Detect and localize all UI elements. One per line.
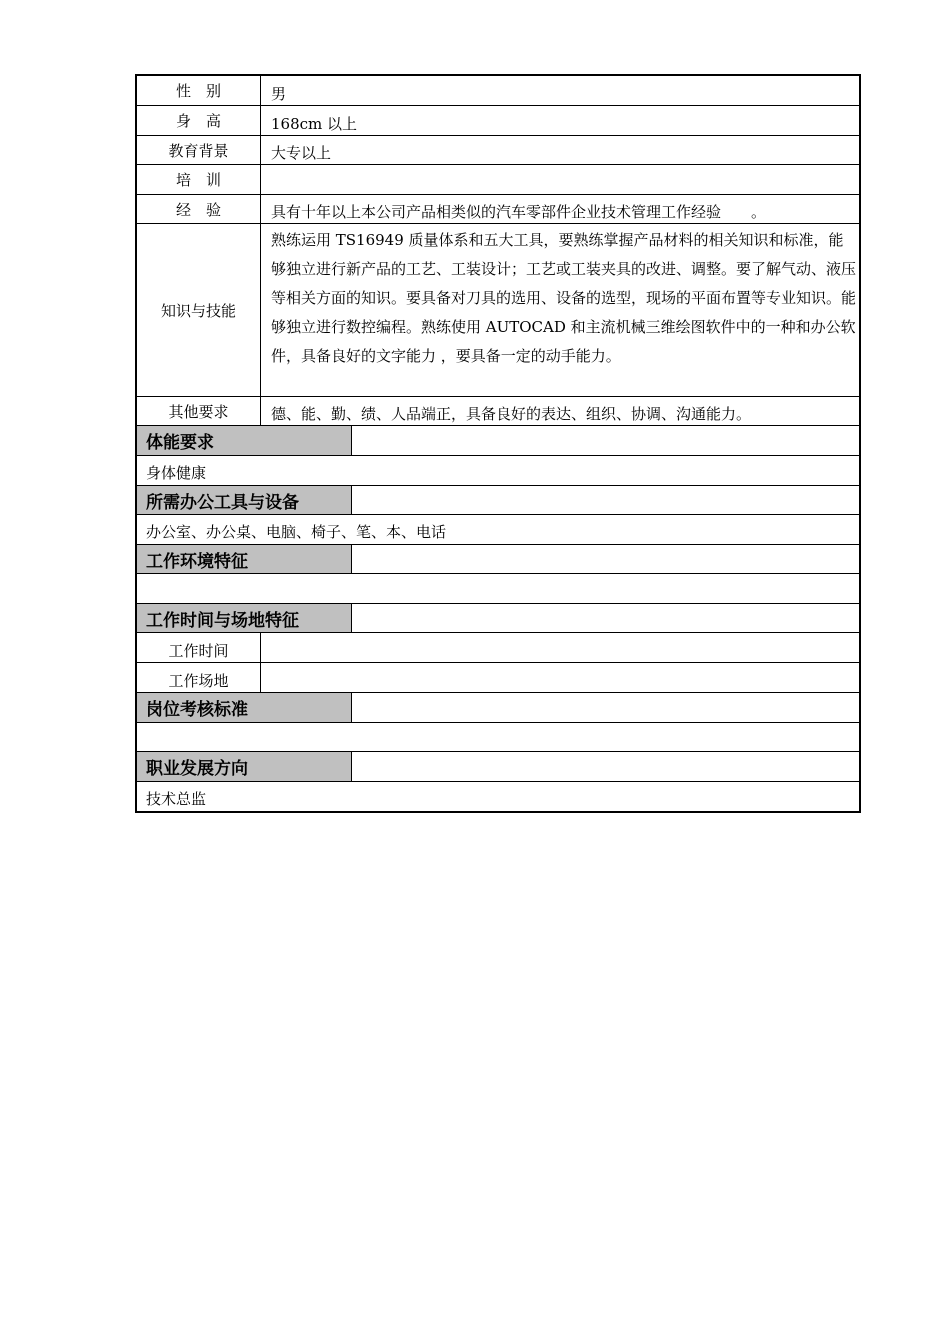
tools-value: 办公室、办公桌、电脑、椅子、笔、本、电话: [146, 523, 447, 541]
physical-row: [137, 456, 859, 486]
work-place-label: 工作场地: [137, 663, 261, 692]
header-filler: [352, 693, 859, 722]
header-filler: [352, 486, 859, 514]
physical-value: 身体健康: [146, 464, 207, 482]
height-label: 身 高: [137, 106, 261, 135]
environment-section-header: [137, 545, 859, 574]
career-value: 技术总监: [146, 790, 207, 808]
header-filler: [352, 426, 859, 455]
height-value: 168cm 以上: [271, 115, 358, 133]
tools-section-title: 所需办公工具与设备: [137, 486, 352, 514]
gender-label: 性 别: [137, 76, 261, 105]
education-value: 大专以上: [271, 143, 332, 162]
work-place-row: [137, 663, 859, 693]
tools-section-header: [137, 486, 859, 515]
time-place-section-title: 工作时间与场地特征: [137, 604, 352, 632]
work-time-row: [137, 633, 859, 663]
gender-value: 男: [271, 85, 287, 103]
career-row: [137, 782, 859, 811]
assessment-section-header: [137, 693, 859, 723]
time-place-section-header: [137, 604, 859, 633]
skills-row: [137, 224, 859, 397]
physical-section-title: 体能要求: [137, 426, 352, 455]
assessment-section-title: 岗位考核标准: [137, 693, 352, 722]
experience-row: [137, 195, 859, 224]
work-time-value: [261, 633, 859, 662]
header-filler: [352, 545, 859, 573]
environment-value: [137, 574, 146, 603]
tools-row: [137, 515, 859, 545]
assessment-row: [137, 723, 859, 752]
height-row: [137, 106, 859, 136]
physical-section-header: [137, 426, 859, 456]
other-label: 其他要求: [137, 397, 261, 425]
training-value: [261, 165, 859, 194]
assessment-value: [137, 723, 146, 751]
training-row: [137, 165, 859, 195]
career-section-title: 职业发展方向: [137, 752, 352, 781]
skills-value: 熟练运用 TS16949 质量体系和五大工具，要熟练掌握产品材料的相关知识和标准，能够独立进行新产品的工艺、工装设计；工艺或工装夹具的改进、调整。要了解气动、液压等相关方面的知识。要具备对刀具的选用、设备的选型，现场的平面布置等专业知识。能够独立进行数控编程。熟练使用 AUTOCAD 和主流机械三维绘图软件中的一种和办公软件，具备良好的文字能力 ，要具备一定的动手能力。: [271, 231, 857, 365]
header-filler: [352, 604, 859, 632]
other-row: [137, 397, 859, 426]
header-filler: [352, 752, 859, 781]
environment-row: [137, 574, 859, 604]
job-description-table: [135, 74, 861, 813]
career-section-header: [137, 752, 859, 782]
work-time-label: 工作时间: [137, 633, 261, 662]
education-row: [137, 136, 859, 165]
gender-row: [137, 76, 859, 106]
education-label: 教育背景: [137, 136, 261, 164]
environment-section-title: 工作环境特征: [137, 545, 352, 573]
work-place-value: [261, 663, 859, 692]
other-value: 德、能、勤、绩、人品端正，具备良好的表达、组织、协调、沟通能力。: [271, 404, 752, 423]
experience-value: 具有十年以上本公司产品相类似的汽车零部件企业技术管理工作经验 。: [271, 202, 767, 221]
training-label: 培 训: [137, 165, 261, 194]
skills-label: 知识与技能: [137, 224, 261, 396]
experience-label: 经 验: [137, 195, 261, 223]
